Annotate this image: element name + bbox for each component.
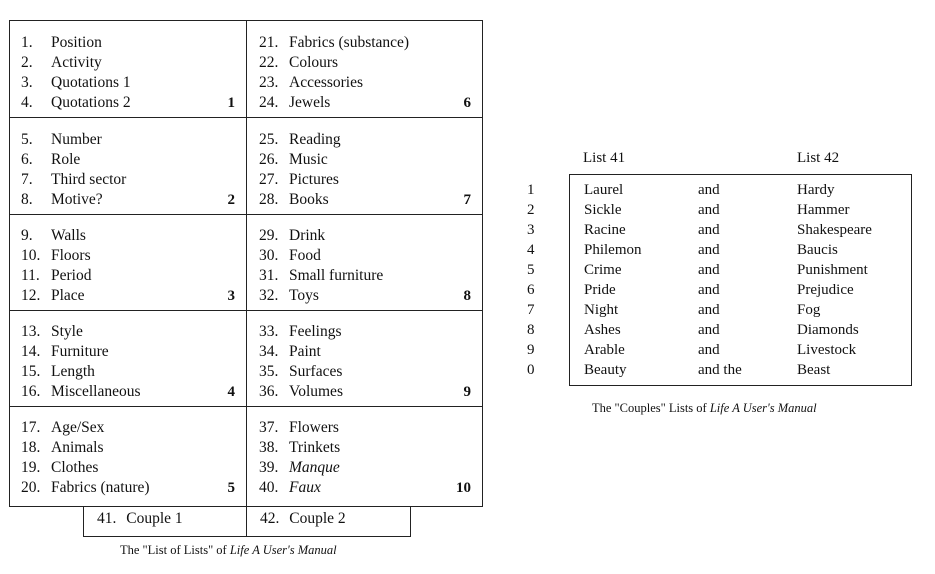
connector-text: and — [698, 282, 720, 298]
list-item-number: 5. — [21, 131, 33, 148]
list-item-number: 38. — [259, 439, 279, 456]
couple-1-cell — [97, 510, 183, 528]
list-item-label: Motive? — [51, 191, 103, 208]
list-item-label: Toys — [289, 287, 319, 304]
list-item-number: 24. — [259, 94, 279, 111]
list-item — [259, 322, 471, 342]
list-item-number: 32. — [259, 287, 279, 304]
list-item — [259, 73, 471, 93]
list-item-label: Quotations 2 — [51, 94, 131, 111]
list-item — [259, 286, 471, 306]
list-41-item: Pride — [584, 282, 616, 298]
list-item-label: Music — [289, 151, 328, 168]
list-item-label: Small furniture — [289, 267, 384, 284]
list-item-label: Paint — [289, 343, 321, 360]
right-group-cell — [259, 322, 471, 402]
left-group-cell — [21, 33, 235, 113]
list-item-number: 37. — [259, 419, 279, 436]
list-item-label: Floors — [51, 247, 91, 264]
group-number-badge: 6 — [463, 95, 471, 111]
list-41-item: Arable — [584, 342, 625, 358]
list-41-item: Night — [584, 302, 619, 318]
list-41-header: List 41 — [583, 150, 626, 166]
couple-1-number: 41. — [97, 510, 117, 527]
list-41-item: Racine — [584, 222, 626, 238]
list-item-label: Fabrics (substance) — [289, 34, 410, 51]
list-42-item: Diamonds — [797, 322, 859, 338]
list-item — [21, 170, 235, 190]
list-item-number: 3. — [21, 74, 33, 91]
list-42-item: Hardy — [797, 182, 835, 198]
list-item — [21, 362, 235, 382]
list-item — [259, 33, 471, 53]
group-divider — [9, 214, 483, 215]
list-item-label: Jewels — [289, 94, 331, 111]
caption-text: The "List of Lists" of — [120, 543, 230, 557]
couples-row-divider — [246, 506, 247, 537]
list-item — [259, 362, 471, 382]
couple-2-cell — [260, 510, 346, 528]
caption-book-title: Life A User's Manual — [709, 401, 817, 415]
list-item — [259, 190, 471, 210]
couples-row-index: 4 — [527, 242, 535, 258]
caption-book-title: Life A User's Manual — [229, 543, 337, 557]
list-item — [21, 342, 235, 362]
list-item-label: Place — [51, 287, 85, 304]
list-item-label: Furniture — [51, 343, 109, 360]
list-item-number: 33. — [259, 323, 279, 340]
connector-text: and — [698, 182, 720, 198]
connector-text: and — [698, 202, 720, 218]
list-42-item: Shakespeare — [797, 222, 872, 238]
list-item — [21, 266, 235, 286]
list-item-label: Quotations 1 — [51, 74, 131, 91]
group-number-badge: 2 — [227, 192, 235, 208]
list-item-label: Animals — [51, 439, 104, 456]
list-item-label: Food — [289, 247, 321, 264]
list-42-item: Baucis — [797, 242, 838, 258]
list-item-number: 10. — [21, 247, 41, 264]
couples-row-index: 5 — [527, 262, 535, 278]
list-item-number: 2. — [21, 54, 33, 71]
couples-caption — [592, 401, 817, 416]
couple-2-label: Couple 2 — [289, 510, 346, 527]
list-item-number: 40. — [259, 479, 279, 496]
list-41-item: Crime — [584, 262, 622, 278]
list-item — [259, 150, 471, 170]
list-item-number: 12. — [21, 287, 41, 304]
list-item-label: Clothes — [51, 459, 99, 476]
group-number-badge: 1 — [227, 95, 235, 111]
list-item — [259, 170, 471, 190]
list-42-header: List 42 — [797, 150, 840, 166]
list-of-lists-caption — [120, 543, 337, 558]
list-42-item: Punishment — [797, 262, 868, 278]
list-item-number: 18. — [21, 439, 41, 456]
list-item-number: 19. — [21, 459, 41, 476]
list-item-label: Faux — [289, 479, 321, 496]
list-item-label: Feelings — [289, 323, 342, 340]
list-item-label: Volumes — [289, 383, 343, 400]
group-number-badge: 9 — [463, 384, 471, 400]
list-item-label: Fabrics (nature) — [51, 479, 150, 496]
left-group-cell — [21, 322, 235, 402]
list-item-number: 36. — [259, 383, 279, 400]
list-42-item: Beast — [797, 362, 831, 378]
list-item-label: Trinkets — [289, 439, 341, 456]
list-item-number: 26. — [259, 151, 279, 168]
list-item-label: Style — [51, 323, 83, 340]
list-item — [259, 478, 471, 498]
couple-1-label: Couple 1 — [126, 510, 183, 527]
list-item-number: 22. — [259, 54, 279, 71]
connector-text: and — [698, 242, 720, 258]
list-item — [21, 226, 235, 246]
list-item-label: Period — [51, 267, 92, 284]
list-item — [21, 438, 235, 458]
connector-text: and — [698, 302, 720, 318]
list-item — [21, 382, 235, 402]
list-item-number: 17. — [21, 419, 41, 436]
list-item — [259, 246, 471, 266]
list-item-number: 29. — [259, 227, 279, 244]
list-item — [21, 190, 235, 210]
list-item-number: 28. — [259, 191, 279, 208]
group-divider — [9, 310, 483, 311]
list-item-number: 34. — [259, 343, 279, 360]
couple-2-number: 42. — [260, 510, 280, 527]
list-item-number: 16. — [21, 383, 41, 400]
list-42-item: Prejudice — [797, 282, 854, 298]
list-item-number: 25. — [259, 131, 279, 148]
column-divider — [246, 20, 247, 507]
list-item-label: Role — [51, 151, 81, 168]
couples-row-index: 7 — [527, 302, 535, 318]
connector-text: and the — [698, 362, 742, 378]
list-item-label: Age/Sex — [51, 419, 105, 436]
list-item-number: 21. — [259, 34, 279, 51]
right-group-cell — [259, 130, 471, 210]
list-item-label: Length — [51, 363, 95, 380]
list-item — [21, 286, 235, 306]
list-item — [259, 438, 471, 458]
group-number-badge: 10 — [456, 480, 471, 496]
list-item-number: 13. — [21, 323, 41, 340]
list-item-label: Third sector — [51, 171, 127, 188]
list-item — [259, 93, 471, 113]
list-item-label: Manque — [289, 459, 340, 476]
list-item-label: Reading — [289, 131, 341, 148]
list-42-item: Hammer — [797, 202, 850, 218]
list-item — [259, 342, 471, 362]
group-number-badge: 4 — [227, 384, 235, 400]
couples-row-index: 1 — [527, 182, 535, 198]
list-item-number: 35. — [259, 363, 279, 380]
list-item — [21, 150, 235, 170]
group-divider — [9, 117, 483, 118]
left-group-cell — [21, 418, 235, 498]
couples-row-index: 9 — [527, 342, 535, 358]
list-41-item: Sickle — [584, 202, 622, 218]
list-item-label: Books — [289, 191, 329, 208]
list-item-number: 30. — [259, 247, 279, 264]
list-item-number: 11. — [21, 267, 40, 284]
right-group-cell — [259, 418, 471, 498]
list-item-number: 6. — [21, 151, 33, 168]
list-41-item: Beauty — [584, 362, 627, 378]
list-41-item: Ashes — [584, 322, 621, 338]
list-42-item: Livestock — [797, 342, 857, 358]
right-group-cell — [259, 226, 471, 306]
list-item-label: Pictures — [289, 171, 339, 188]
list-item — [21, 246, 235, 266]
list-item-label: Miscellaneous — [51, 383, 141, 400]
connector-text: and — [698, 222, 720, 238]
couples-row-index: 2 — [527, 202, 535, 218]
list-item-number: 14. — [21, 343, 41, 360]
group-number-badge: 7 — [463, 192, 471, 208]
list-item-number: 31. — [259, 267, 279, 284]
list-item — [259, 53, 471, 73]
list-item-label: Walls — [51, 227, 86, 244]
list-item — [21, 478, 235, 498]
list-item — [21, 33, 235, 53]
list-item — [21, 53, 235, 73]
list-item — [259, 226, 471, 246]
couples-row-index: 0 — [527, 362, 535, 378]
list-item-number: 39. — [259, 459, 279, 476]
list-item-number: 20. — [21, 479, 41, 496]
connector-text: and — [698, 322, 720, 338]
list-item-number: 7. — [21, 171, 33, 188]
list-item-number: 4. — [21, 94, 33, 111]
list-item-label: Position — [51, 34, 102, 51]
list-item-number: 23. — [259, 74, 279, 91]
couples-row-index: 8 — [527, 322, 535, 338]
list-item — [21, 458, 235, 478]
list-item — [259, 130, 471, 150]
group-number-badge: 5 — [227, 480, 235, 496]
list-42-item: Fog — [797, 302, 821, 318]
list-item — [21, 322, 235, 342]
caption-text: The "Couples" Lists of — [592, 401, 710, 415]
list-41-item: Philemon — [584, 242, 642, 258]
left-group-cell — [21, 226, 235, 306]
list-item-label: Surfaces — [289, 363, 343, 380]
list-41-item: Laurel — [584, 182, 624, 198]
list-item — [259, 458, 471, 478]
right-group-cell — [259, 33, 471, 113]
connector-text: and — [698, 262, 720, 278]
group-number-badge: 8 — [463, 288, 471, 304]
list-item-number: 1. — [21, 34, 33, 51]
group-number-badge: 3 — [227, 288, 235, 304]
list-item — [259, 382, 471, 402]
list-item — [21, 73, 235, 93]
couples-row-index: 6 — [527, 282, 535, 298]
list-item-label: Activity — [51, 54, 102, 71]
list-item — [21, 418, 235, 438]
list-item-number: 9. — [21, 227, 33, 244]
list-item-label: Drink — [289, 227, 326, 244]
list-item-label: Number — [51, 131, 102, 148]
list-item — [21, 130, 235, 150]
group-divider — [9, 406, 483, 407]
list-item-number: 15. — [21, 363, 41, 380]
list-item — [21, 93, 235, 113]
list-item-number: 27. — [259, 171, 279, 188]
connector-text: and — [698, 342, 720, 358]
list-item-label: Accessories — [289, 74, 364, 91]
list-item-label: Colours — [289, 54, 339, 71]
list-item-label: Flowers — [289, 419, 339, 436]
list-item — [259, 266, 471, 286]
left-group-cell — [21, 130, 235, 210]
list-item — [259, 418, 471, 438]
list-item-number: 8. — [21, 191, 33, 208]
couples-row-index: 3 — [527, 222, 535, 238]
